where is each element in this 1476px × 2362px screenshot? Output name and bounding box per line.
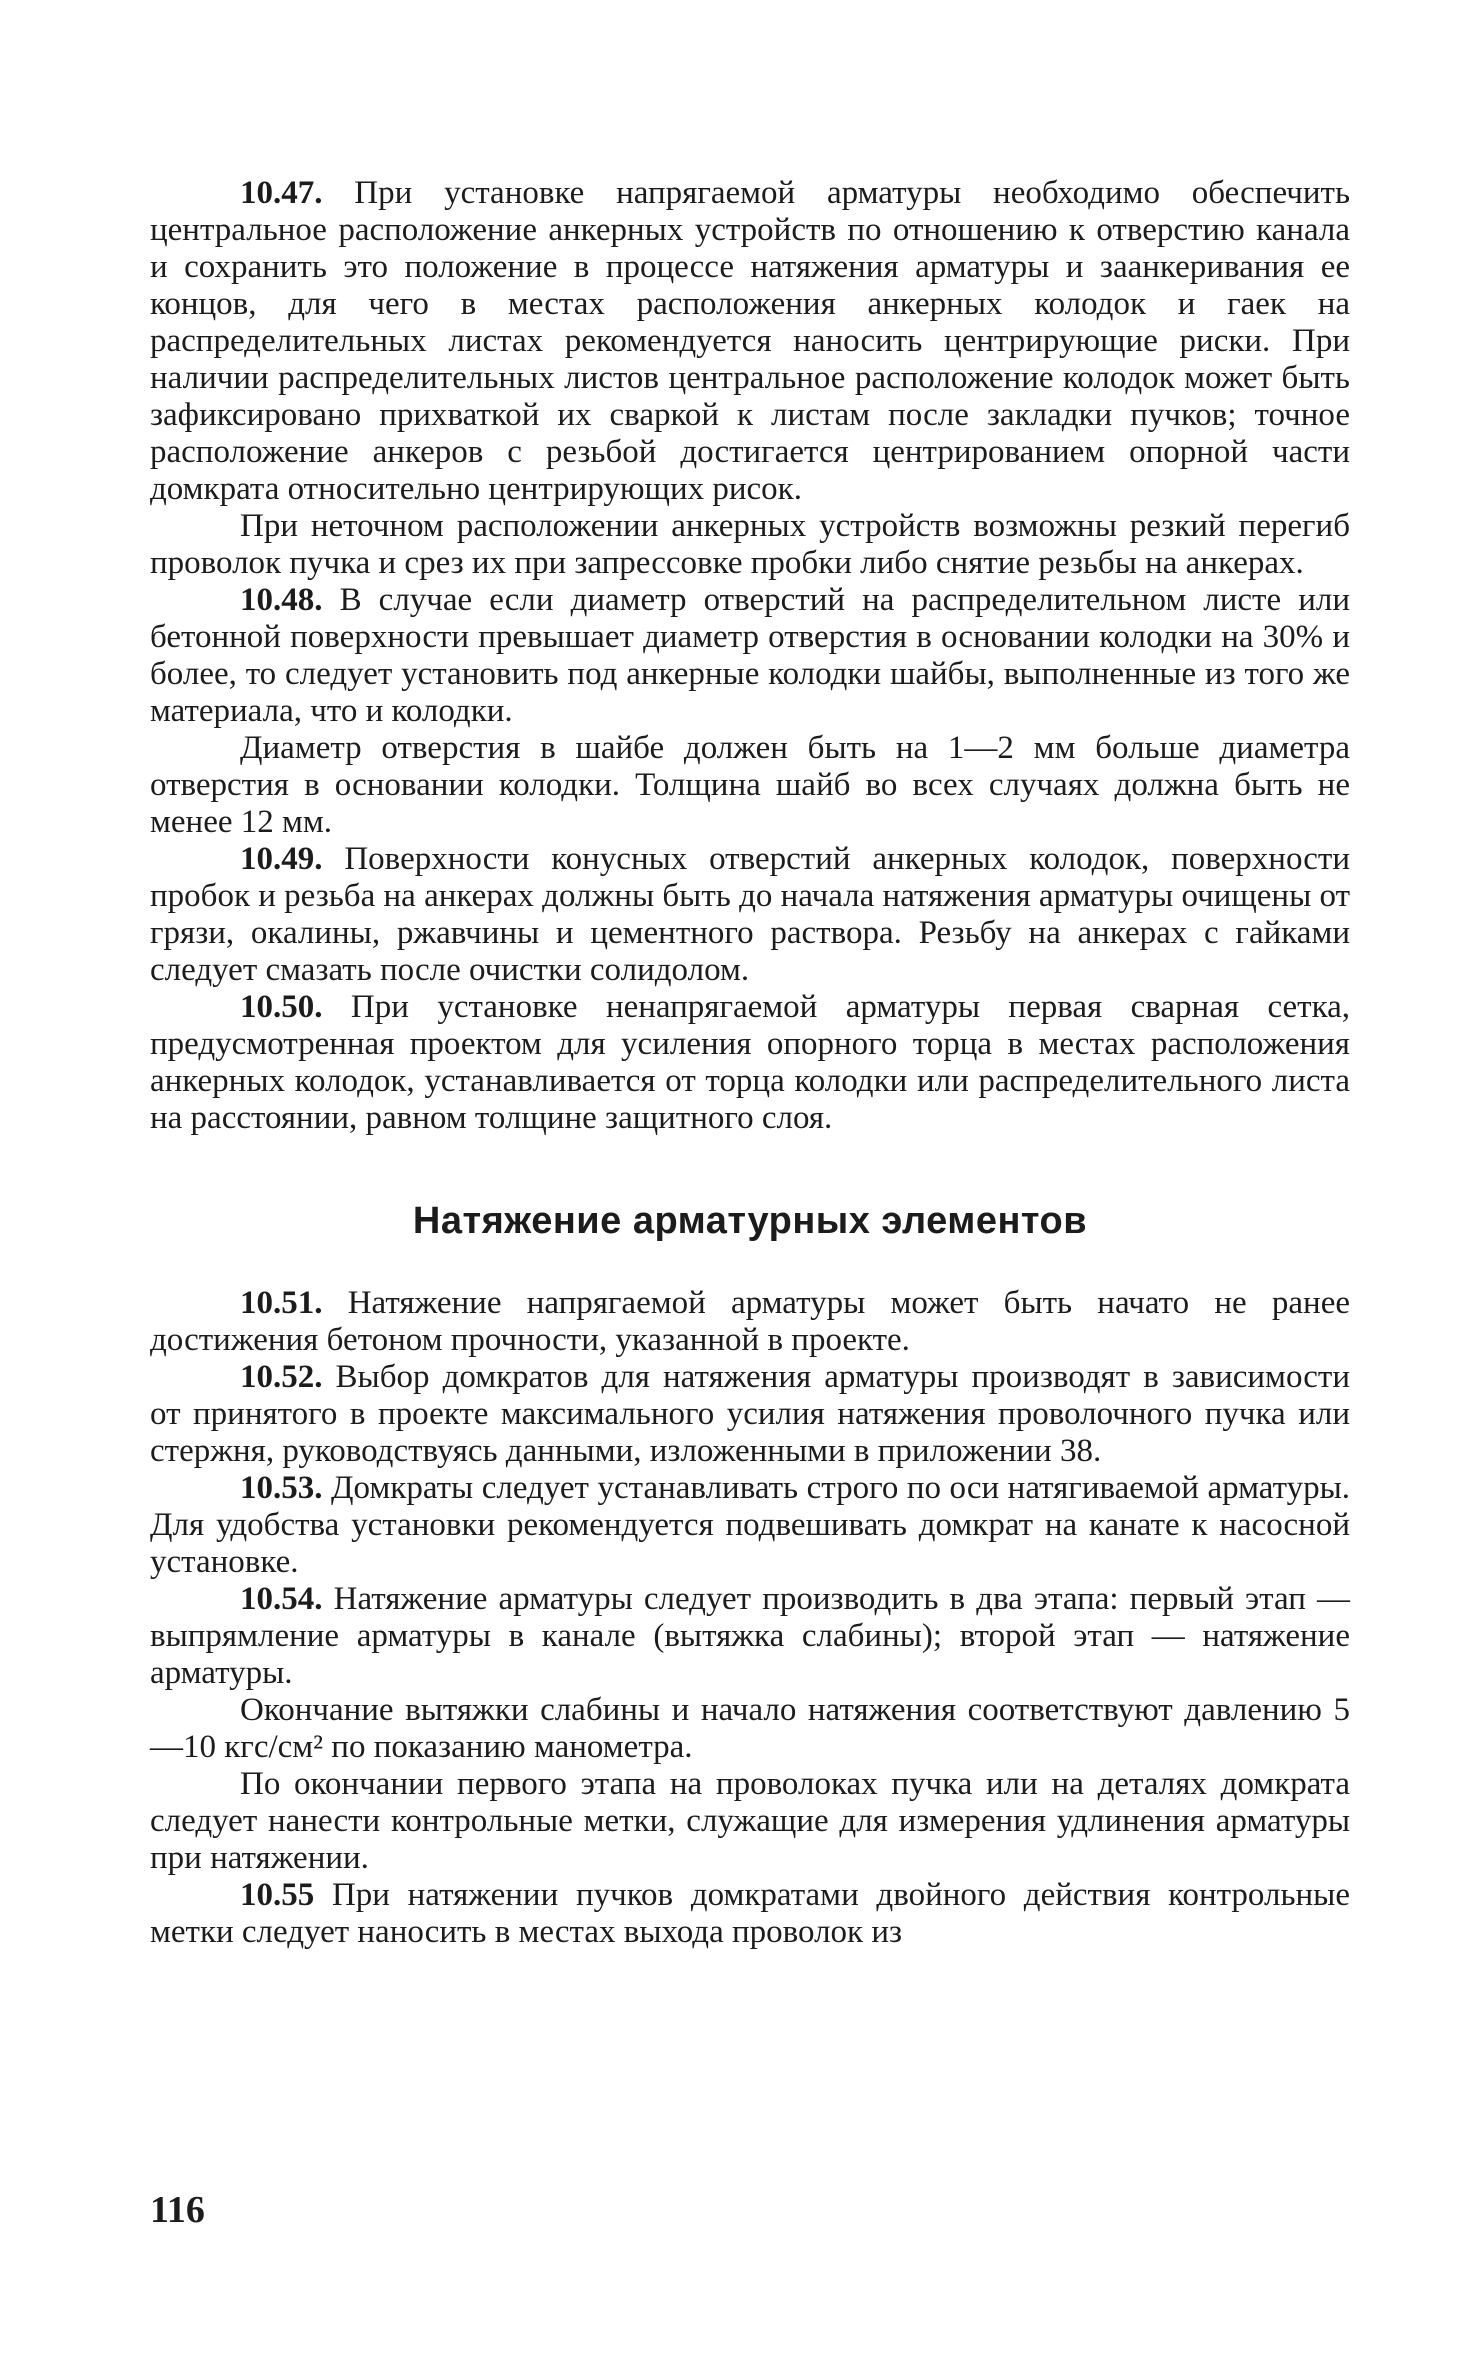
paragraph-text: Домкраты следует устанавливать строго по оси натягиваемой арматуры. Для удобства установки рекомендуется подвешивать домкрат на канате к насосной установке. xyxy=(150,1470,1350,1580)
paragraph-text: Выбор домкратов для натяжения арматуры производят в зависимости от принятого в проекте максимального усилия натяжения проволочного пучка или стержня, руководствуясь данными, изложенными в приложении 38. xyxy=(150,1359,1350,1469)
section-number: 10.51. xyxy=(240,1285,323,1321)
paragraph-10-54-continued xyxy=(150,1692,1350,1766)
paragraph-10-53 xyxy=(150,1470,1350,1581)
paragraph-text: При установке напрягаемой арматуры необходимо обеспечить центральное расположение анкерных устройств по отношению к отверстию канала и сохранить это положение в процессе натяжения арматуры и заанкеривания ее концов, для чего в местах расположения анкерных колодок и гаек на распределительных листах рекомендуется наносить центрирующие риски. При наличии распределительных листов центральное расположение колодок может быть зафиксировано прихваткой их сваркой к листам после закладки пучков; точное расположение анкеров с резьбой достигается центрированием опорной части домкрата относительно центрирующих рисок. xyxy=(150,175,1350,507)
paragraph-10-47 xyxy=(150,175,1350,508)
section-number: 10.53. xyxy=(240,1470,323,1506)
paragraph-10-47-continued xyxy=(150,508,1350,582)
paragraph-10-54 xyxy=(150,1581,1350,1692)
paragraph-10-50 xyxy=(150,989,1350,1137)
section-number: 10.52. xyxy=(240,1359,323,1395)
paragraph-text: Окончание вытяжки слабины и начало натяжения соответствуют давлению 5—10 кгс/см² по показанию манометра. xyxy=(150,1692,1350,1765)
paragraph-text: При натяжении пучков домкратами двойного действия контрольные метки следует наносить в местах выхода проволок из xyxy=(150,1877,1350,1950)
paragraph-10-48 xyxy=(150,582,1350,730)
paragraph-text: Поверхности конусных отверстий анкерных колодок, поверхности пробок и резьба на анкерах должны быть до начала натяжения арматуры очищены от грязи, окалины, ржавчины и цементного раствора. Резьбу на анкерах с гайками следует смазать после очистки солидолом. xyxy=(150,841,1350,988)
page-body xyxy=(150,175,1350,1951)
paragraph-text: При неточном расположении анкерных устройств возможны резкий перегиб проволок пучка и срез их при запрессовке пробки либо снятие резьбы на анкерах. xyxy=(150,508,1350,581)
paragraph-text: Диаметр отверстия в шайбе должен быть на 1—2 мм больше диаметра отверстия в основании колодки. Толщина шайб во всех случаях должна быть не менее 12 мм. xyxy=(150,730,1350,840)
paragraph-10-54-continued-2 xyxy=(150,1766,1350,1877)
paragraph-text: По окончании первого этапа на проволоках пучка или на деталях домкрата следует нанести контрольные метки, служащие для измерения удлинения арматуры при натяжении. xyxy=(150,1766,1350,1876)
section-number: 10.55 xyxy=(240,1877,315,1913)
paragraph-10-51 xyxy=(150,1285,1350,1359)
paragraph-text: В случае если диаметр отверстий на распределительном листе или бетонной поверхности превышает диаметр отверстия в основании колодки на 30% и более, то следует установить под анкерные колодки шайбы, выполненные из того же материала, что и колодки. xyxy=(150,582,1350,729)
paragraph-text: При установке ненапрягаемой арматуры первая сварная сетка, предусмотренная проектом для усиления опорного торца в местах расположения анкерных колодок, устанавливается от торца колодки или распределительного листа на расстоянии, равном толщине защитного слоя. xyxy=(150,989,1350,1136)
paragraph-10-48-continued xyxy=(150,730,1350,841)
paragraph-10-52 xyxy=(150,1359,1350,1470)
section-number: 10.50. xyxy=(240,989,323,1025)
paragraph-10-49 xyxy=(150,841,1350,989)
page-number: 116 xyxy=(150,2189,205,2231)
section-number: 10.54. xyxy=(240,1581,323,1617)
section-number: 10.49. xyxy=(240,841,323,877)
section-number: 10.48. xyxy=(240,582,323,618)
paragraph-10-55 xyxy=(150,1877,1350,1951)
section-heading: Натяжение арматурных элементов xyxy=(412,1200,1088,1242)
paragraph-text: Натяжение напрягаемой арматуры может быть начато не ранее достижения бетоном прочности, указанной в проекте. xyxy=(150,1285,1350,1358)
paragraph-text: Натяжение арматуры следует производить в два этапа: первый этап — выпрямление арматуры в канале (вытяжка слабины); второй этап — натяжение арматуры. xyxy=(150,1581,1350,1691)
section-number: 10.47. xyxy=(240,175,323,211)
